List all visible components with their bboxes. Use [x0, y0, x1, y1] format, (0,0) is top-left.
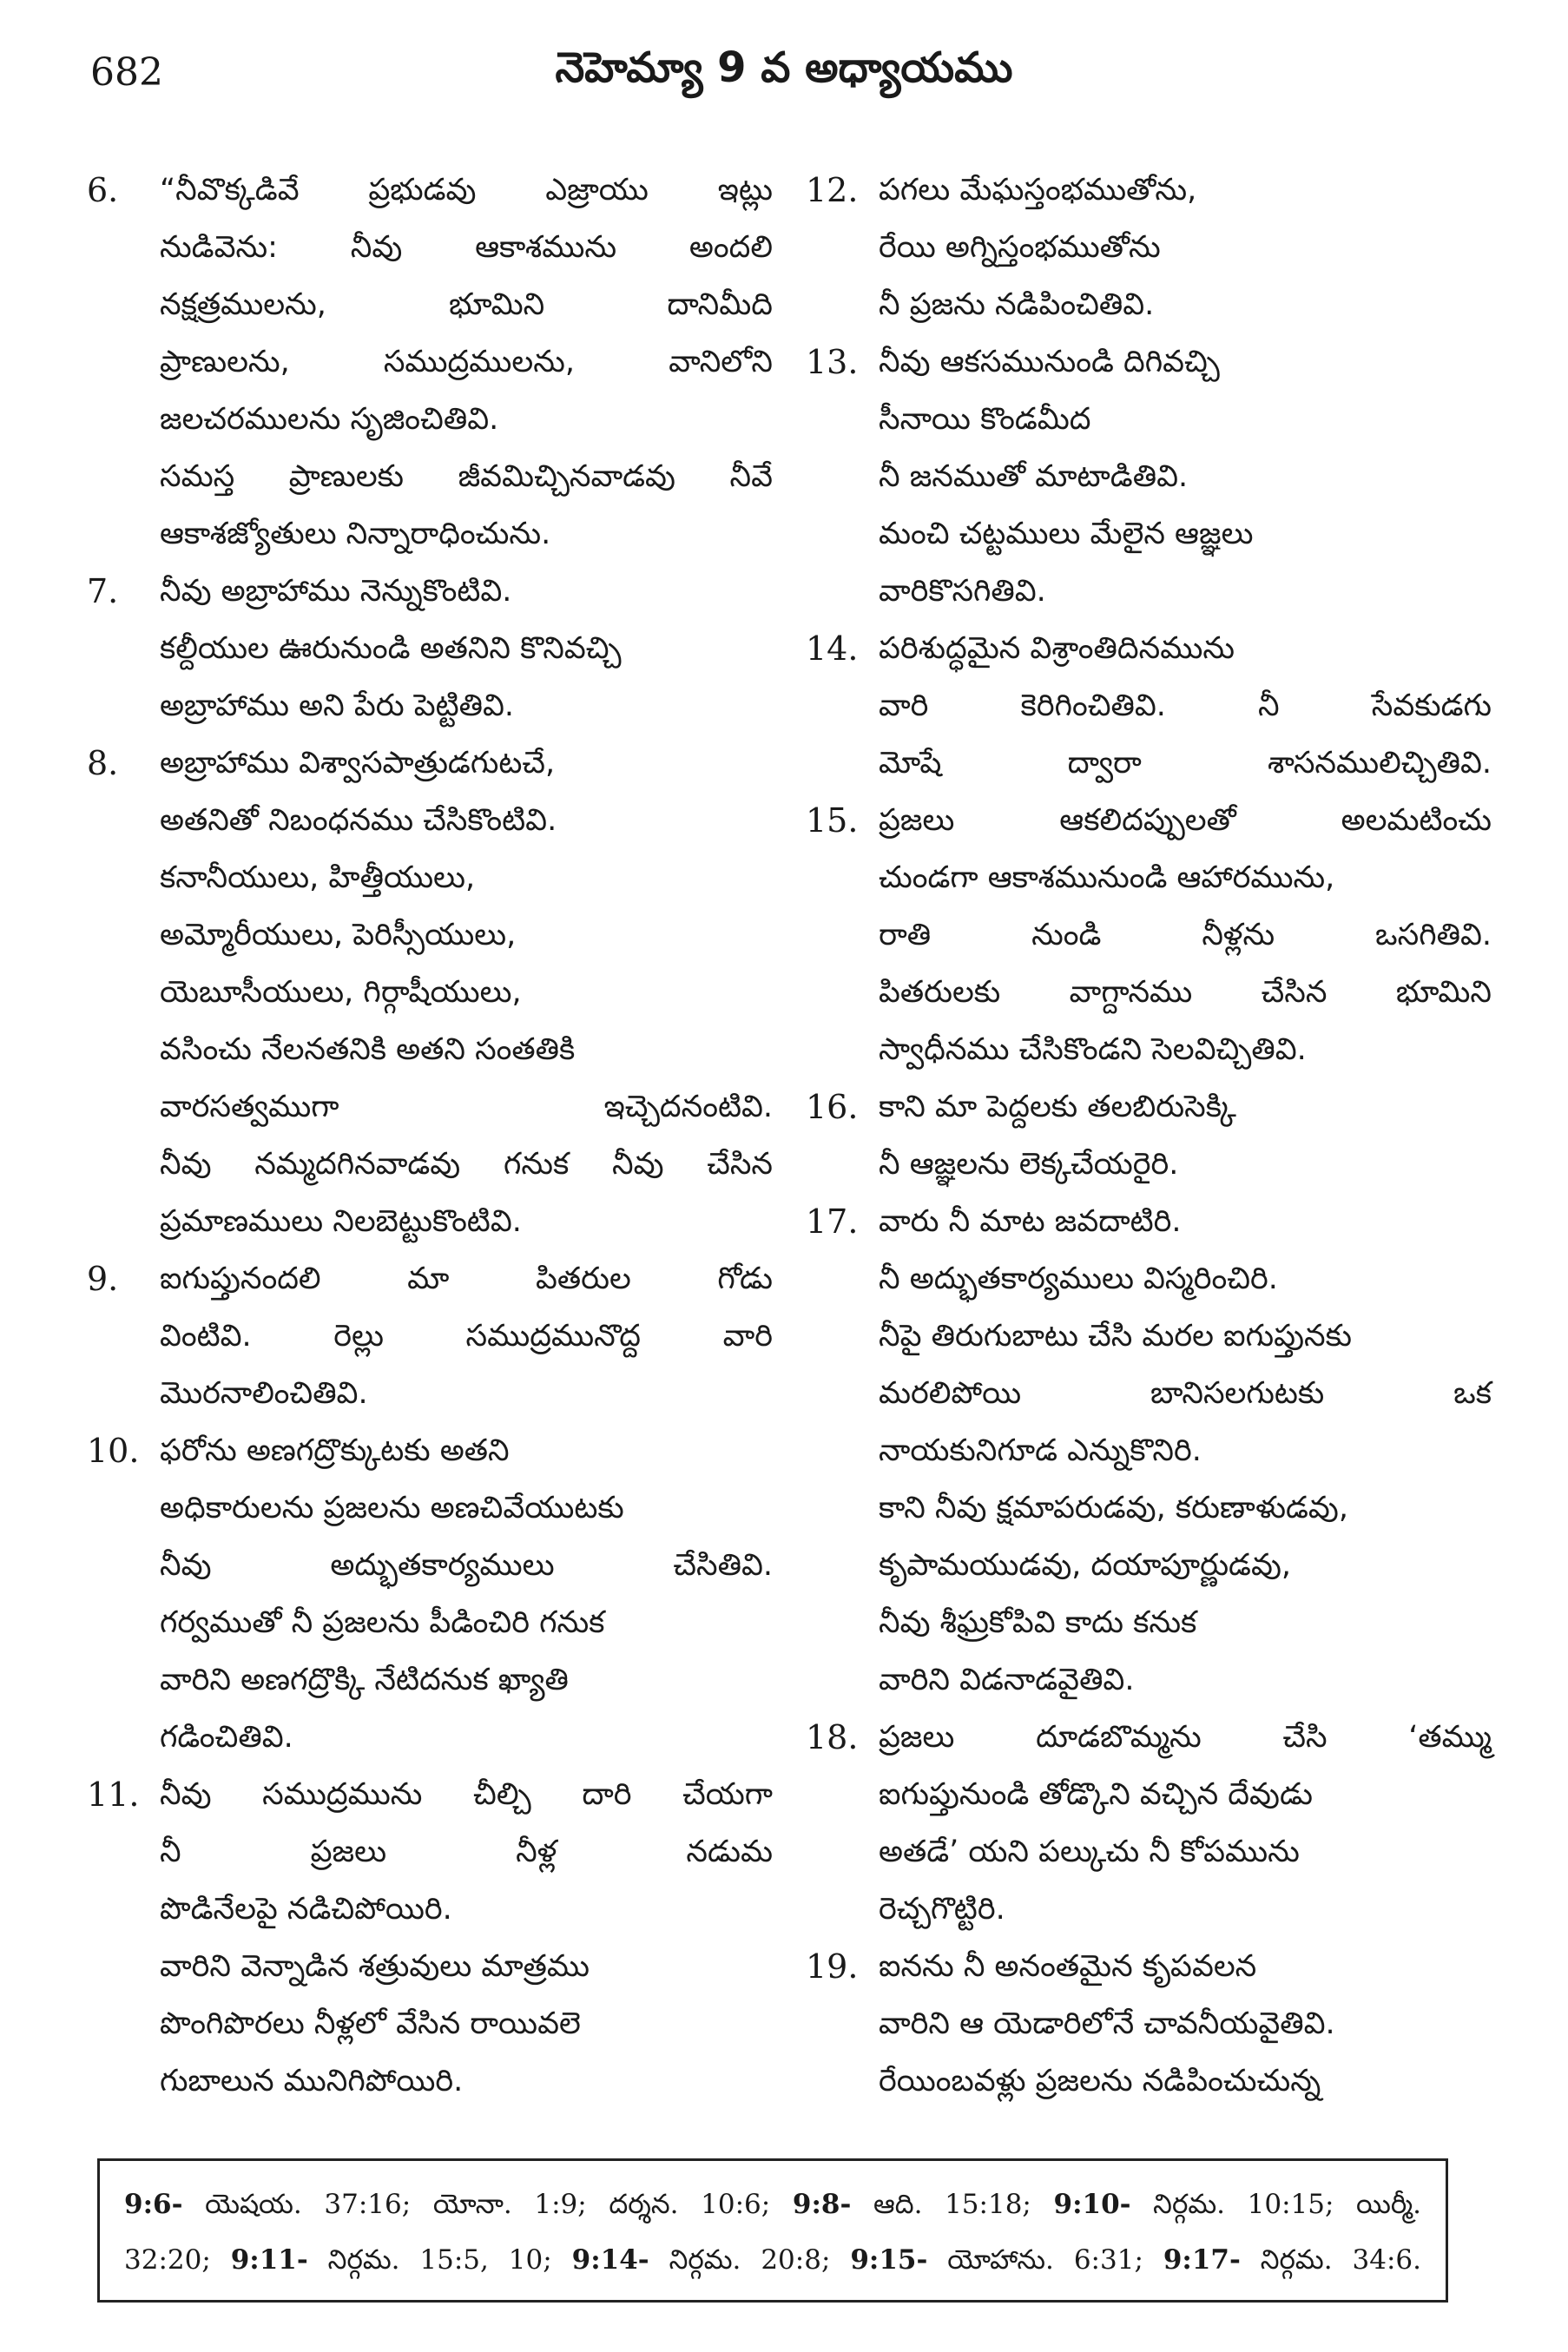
verse-columns [87, 161, 1493, 2115]
verse-line: నీ జనముతో మాటాడితివి. [879, 459, 1189, 494]
verse-7 [87, 563, 773, 735]
verse-line: అతడే’ యని పల్కుచు నీ కోపమును [879, 1835, 1300, 1869]
verse-line: అమ్మోరీయులు, పెరిస్సీయులు, [160, 918, 517, 952]
verse-line: మంచి చట్టములు మేలైన ఆజ్ఞలు [879, 517, 1254, 551]
verse-line: కాని నీవు క్షమాపరుడవు, కరుణాళుడవు, [879, 1491, 1348, 1525]
reference-verse: 9:8- [792, 2189, 852, 2220]
reference-verse: 9:14- [571, 2244, 649, 2276]
verse-19 [806, 1938, 1492, 2110]
verse-number: 12. [806, 171, 859, 209]
verse-number: 14. [806, 629, 859, 668]
reference-verse: 9:11- [230, 2244, 308, 2276]
verse-number: 6. [87, 171, 119, 209]
verse-15 [806, 792, 1492, 1078]
reference-line [124, 2232, 1421, 2288]
verse-line: స్వాధీనము చేసికొండని సెలవిచ్చితివి. [879, 1032, 1307, 1067]
verse-8 [87, 735, 773, 1250]
right-column [806, 161, 1492, 2110]
reference-text: నిర్గమ. 15:5, 10; [307, 2244, 572, 2276]
verse-line: నీ ప్రజను నడిపించితివి. [879, 287, 1155, 322]
reference-text: నిర్గమ. 34:6. [1240, 2244, 1421, 2276]
verse-6 [87, 161, 773, 563]
verse-line: వారికొసగితివి. [879, 574, 1046, 609]
verse-line: నీవు సముద్రమును చీల్చి దారి చేయగా [160, 1777, 773, 1812]
verse-line: రాతి నుండి నీళ్లను ఒసగితివి. [879, 918, 1492, 952]
verse-16 [806, 1078, 1492, 1193]
verse-line: ఐగుప్తునందలి మా పితరుల గోడు [160, 1262, 773, 1296]
verse-11 [87, 1766, 773, 2110]
verse-line: వారిని వెన్నాడిన శత్రువులు మాత్రము [160, 1949, 590, 1984]
verse-line: రెచ్చగొట్టిరి. [879, 1892, 1005, 1927]
verse-line: కనానీయులు, హిత్తీయులు, [160, 860, 476, 895]
verse-number: 13. [806, 343, 859, 381]
verse-line: ఆకాశజ్యోతులు నిన్నారాధించును. [160, 517, 551, 551]
verse-line: ప్రజలు ఆకలిదప్పులతో అలమటించు [879, 803, 1492, 838]
cross-reference-box [97, 2158, 1448, 2303]
verse-line: చుండగా ఆకాశమునుండి ఆహారమును, [879, 860, 1335, 895]
verse-10 [87, 1422, 773, 1766]
verse-line: నీపై తిరుగుబాటు చేసి మరల ఐగుప్తునకు [879, 1319, 1352, 1354]
page-number: 682 [90, 50, 163, 95]
verse-line: నీ ఆజ్ఞలను లెక్కచేయరైరి. [879, 1147, 1179, 1182]
verse-9 [87, 1250, 773, 1422]
verse-line: మొరనాలించితివి. [160, 1376, 368, 1411]
verse-line: పొంగిపొరలు నీళ్లలో వేసిన రాయివలె [160, 2006, 581, 2041]
verse-number: 7. [87, 572, 119, 610]
verse-line: పరిశుద్ధమైన విశ్రాంతిదినమును [879, 631, 1235, 666]
verse-number: 19. [806, 1947, 859, 1986]
verse-line: రేయింబవళ్లు ప్రజలను నడిపించుచున్న [879, 2064, 1321, 2098]
verse-line: అధికారులను ప్రజలను అణచివేయుటకు [160, 1491, 624, 1525]
verse-line: ఫరోను అణగద్రొక్కుటకు అతని [160, 1433, 510, 1468]
reference-text: నిర్గమ. 10:15; యిర్మీ. [1130, 2189, 1422, 2220]
verse-12 [806, 161, 1492, 333]
verse-line: మోషే ద్వారా శాసనములిచ్చితివి. [879, 746, 1492, 781]
verse-line: కృపామయుడవు, దయాపూర్ణుడవు, [879, 1548, 1292, 1583]
verse-number: 16. [806, 1088, 859, 1126]
verse-line: పొడినేలపై నడిచిపోయిరి. [160, 1892, 452, 1927]
verse-line: అబ్రాహాము విశ్వాసపాత్రుడగుటచే, [160, 746, 556, 781]
verse-line: గర్వముతో నీ ప్రజలను పీడించిరి గనుక [160, 1605, 605, 1640]
verse-line: గుబాలున మునిగిపోయిరి. [160, 2064, 464, 2098]
verse-line: కల్దీయుల ఊరునుండి అతనిని కొనివచ్చి [160, 631, 622, 666]
reference-line [124, 2177, 1421, 2232]
reference-verse: 9:17- [1163, 2244, 1241, 2276]
verse-line: పితరులకు వాగ్దానము చేసిన భూమిని [879, 975, 1492, 1010]
verse-line: మరలిపోయి బానిసలగుటకు ఒక [879, 1376, 1492, 1411]
verse-line: “నీవొక్కడివే ప్రభుడవు ఎజ్రాయు ఇట్లు [160, 173, 773, 208]
verse-line: సీనాయి కొండమీద [879, 402, 1091, 437]
verse-line: నీ ప్రజలు నీళ్ల నడుమ [160, 1835, 773, 1869]
verse-line: ప్రజలు దూడబొమ్మను చేసి ‘తమ్ము [879, 1720, 1492, 1755]
verse-line: యెబూసీయులు, గిర్గాషీయులు, [160, 975, 522, 1010]
verse-line: కాని మా పెద్దలకు తలబిరుసెక్కి [879, 1090, 1236, 1124]
verse-17 [806, 1193, 1492, 1709]
verse-line: నీవు అబ్రాహాము నెన్నుకొంటివి. [160, 574, 512, 609]
verse-line: నీవు అద్భుతకార్యములు చేసితివి. [160, 1548, 773, 1583]
verse-line: అబ్రాహాము అని పేరు పెట్టితివి. [160, 688, 515, 723]
verse-line: గడించితివి. [160, 1720, 293, 1755]
reference-verse: 9:6- [124, 2189, 183, 2220]
verse-line: వారిని అణగద్రొక్కి నేటిదనుక ఖ్యాతి [160, 1663, 569, 1697]
verse-line: నీవు శీఘ్రకోపివి కాదు కనుక [879, 1605, 1197, 1640]
left-column [87, 161, 773, 2110]
chapter-title: నెహెమ్యా 9 వ అధ్యాయము [555, 43, 1013, 92]
reference-verse: 9:10- [1053, 2189, 1131, 2220]
verse-14 [806, 620, 1492, 792]
verse-number: 15. [806, 801, 859, 840]
verse-number: 10. [87, 1432, 140, 1470]
reference-text: ఆది. 15:18; [851, 2189, 1054, 2220]
verse-number: 11. [87, 1776, 140, 1814]
verse-13 [806, 333, 1492, 620]
verse-line: ప్రమాణములు నిలబెట్టుకొంటివి. [160, 1204, 522, 1239]
verse-line: నక్షత్రములను, భూమిని దానిమీది [160, 287, 773, 322]
verse-line: రేయి అగ్నిస్తంభముతోను [879, 230, 1161, 265]
verse-line: వారి కెరిగించితివి. నీ సేవకుడగు [879, 688, 1492, 723]
verse-line: వారు నీ మాట జవదాటిరి. [879, 1204, 1182, 1239]
verse-number: 17. [806, 1202, 859, 1241]
verse-18 [806, 1709, 1492, 1938]
verse-line: నీ అద్భుతకార్యములు విస్మరించిరి. [879, 1262, 1278, 1296]
reference-text: యెషయ. 37:16; యోనా. 1:9; దర్శన. 10:6; [182, 2189, 793, 2220]
verse-line: సమస్త ప్రాణులకు జీవమిచ్చినవాడవు నీవే [160, 459, 773, 494]
reference-verse: 9:15- [850, 2244, 928, 2276]
verse-line: అతనితో నిబంధనము చేసికొంటివి. [160, 803, 557, 838]
verse-line: వారసత్వముగా ఇచ్చెదనంటివి. [160, 1090, 773, 1124]
verse-line: నుడివెను: నీవు ఆకాశమును అందలి [160, 230, 773, 265]
verse-line: నీవు ఆకసమునుండి దిగివచ్చి [879, 345, 1220, 379]
reference-text: నిర్గమ. 20:8; [649, 2244, 851, 2276]
reference-text: యోహాను. 6:31; [927, 2244, 1163, 2276]
verse-number: 18. [806, 1718, 859, 1756]
verse-line: ఐగుప్తునుండి తోడ్కొని వచ్చిన దేవుడు [879, 1777, 1313, 1812]
verse-line: ప్రాణులను, సముద్రములను, వానిలోని [160, 345, 773, 379]
reference-text: 32:20; [124, 2244, 231, 2276]
verse-line: జలచరములను సృజించితివి. [160, 402, 499, 437]
verse-line: వారిని విడనాడవైతివి. [879, 1663, 1135, 1697]
verse-number: 9. [87, 1260, 119, 1298]
verse-line: పగలు మేఘస్తంభముతోను, [879, 173, 1197, 208]
verse-line: ఐనను నీ అనంతమైన కృపవలన [879, 1949, 1257, 1984]
verse-line: నాయకునిగూడ ఎన్నుకొనిరి. [879, 1433, 1202, 1468]
verse-line: వారిని ఆ యెడారిలోనే చావనీయవైతివి. [879, 2006, 1335, 2041]
verse-number: 8. [87, 744, 119, 782]
verse-line: వింటివి. రెల్లు సముద్రమునొద్ద వారి [160, 1319, 773, 1354]
verse-line: వసించు నేలనతనికి అతని సంతతికి [160, 1032, 576, 1067]
verse-line: నీవు నమ్మదగినవాడవు గనుక నీవు చేసిన [160, 1147, 773, 1182]
